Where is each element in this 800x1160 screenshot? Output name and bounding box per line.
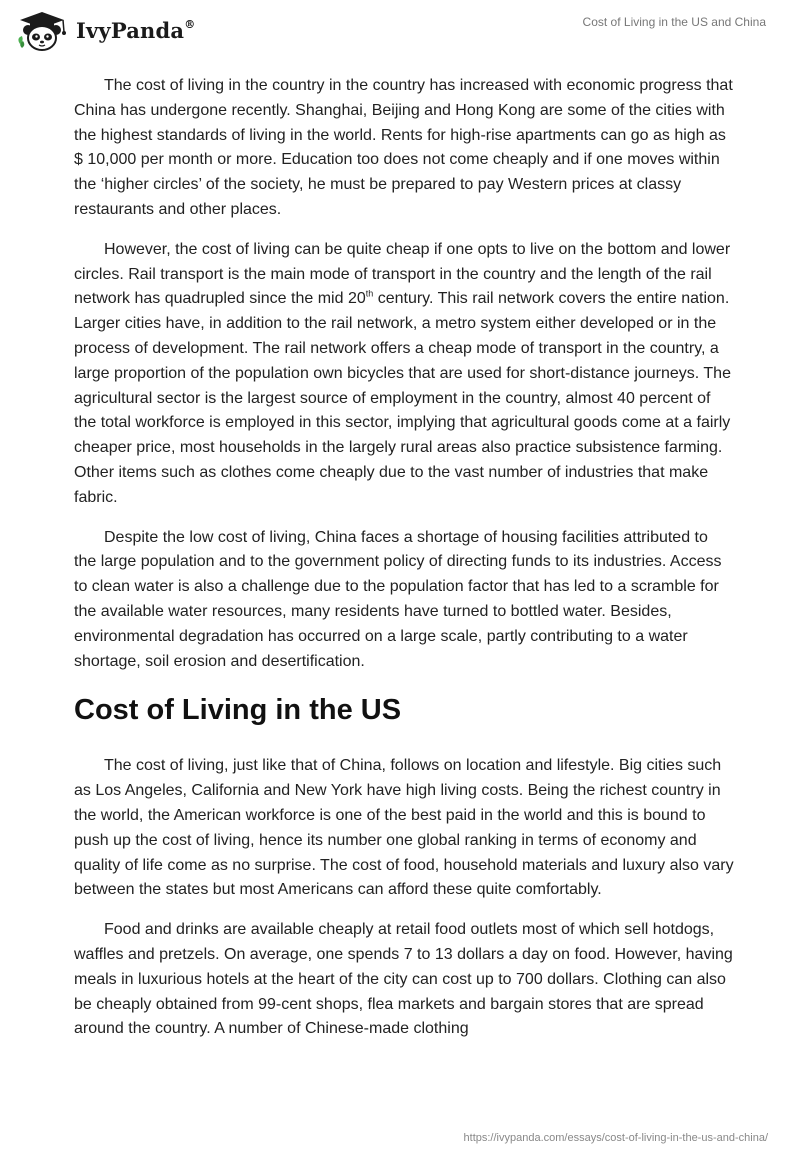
paragraph-china-cheap-living (74, 238, 734, 511)
footer-source-url[interactable]: https://ivypanda.com/essays/cost-of-living-in-the-us-and-china/ (463, 1132, 768, 1144)
page-header (0, 0, 800, 64)
paragraph-us-cost-overview: The cost of living, just like that of China, follows on location and lifestyle. Big cities such as Los Angeles, California and New York have high living costs. Being the richest country in the world, the American workforce is one of the best paid in the world and this is bound to push up the cost of living, hence its number one global ranking in terms of economy and quality of life come as no surprise. The cost of food, household materials and luxury also vary between the states but most Americans can afford these quite comfortably. (74, 757, 734, 899)
panda-mascot-icon (14, 8, 70, 52)
essay-content (74, 74, 734, 1057)
superscript-th: th (365, 289, 374, 300)
section-heading-us: Cost of Living in the US (74, 694, 402, 727)
paragraph-text-part: century. This rail network covers the entire nation. Larger cities have, in addition to the rail network, a metro system either developed or in the process of development. The rail network offers a cheap mode of transport in the country, a large proportion of the population own bicycles that are used for short-distance journeys. The agricultural sector is the largest source of employment in the country, almost 40 percent of the total workforce is employed in this sector, implying that agricultural goods come at a fairly cheaper price, most households in the largely rural areas also practice subsistence farming. Other items such as clothes come cheaply due to the vast number of industries that make fabric. (74, 290, 731, 506)
paragraph-china-challenges: Despite the low cost of living, China faces a shortage of housing facilities attributed to the large population and to the government policy of directing funds to its industries. Access to clean water is also a challenge due to the population factor that has led to a scramble for the available water resources, many residents have turned to bottled water. Besides, environmental degradation has occurred on a large scale, partly contributing to a water shortage, soil erosion and desertification. (74, 528, 722, 670)
paragraph-china-cost-increase: The cost of living in the country in the country has increased with economic progress that China has undergone recently. Shanghai, Beijing and Hong Kong are some of the cities with the highest standards of living in the world. Rents for high-rise apartments can go as high as $ 10,000 per month or more. Education too does not come cheaply and if one moves within the ‘higher circles’ of the society, he must be prepared to pay Western prices at classy restaurants and other places. (74, 77, 733, 218)
registered-mark: ® (184, 17, 196, 31)
brand-text: IvyPanda (76, 17, 185, 43)
paragraph-us-food-clothing: Food and drinks are available cheaply at retail food outlets most of which sell hotdogs, waffles and pretzels. On average, one spends 7 to 13 dollars a day on food. However, having meals in luxurious hotels at the heart of the city can cost up to 700 dollars. Clothing can also be cheaply obtained from 99-cent shops, flea markets and bargain stores that are spread around the country. A number of Chinese-made clothing (74, 921, 733, 1038)
document-title: Cost of Living in the US and China (582, 15, 766, 29)
paragraph-text-part: However, the cost of living can be quite cheap if one opts to live on the bottom and lower circles. Rail transport is the main mode of transport in the country and the length of the rail network has quadrupled since the mid 20 (74, 240, 731, 308)
brand-name (76, 18, 195, 43)
ivypanda-logo[interactable] (14, 8, 195, 52)
